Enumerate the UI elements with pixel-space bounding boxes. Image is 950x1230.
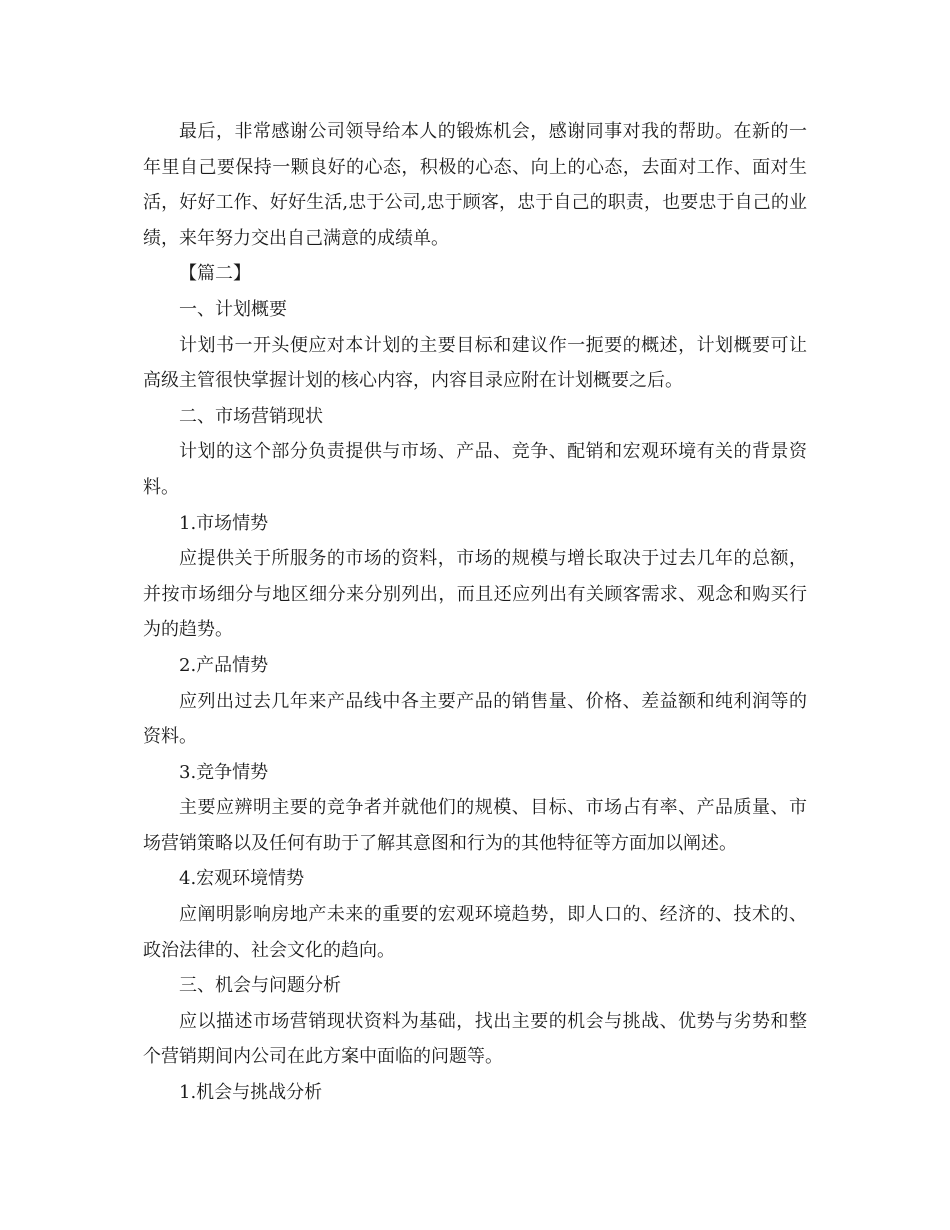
paragraph-competition-situation: 主要应辨明主要的竞争者并就他们的规模、目标、市场占有率、产品质量、市场营销策略以及任何有助于了解其意图和行为的其他特征等方面加以阐述。 — [143, 797, 807, 854]
heading-marketing-status: 二、市场营销现状 — [179, 405, 323, 427]
heading-opportunity-challenge-analysis: 1.机会与挑战分析 — [179, 1082, 323, 1104]
heading-macro-environment: 4.宏观环境情势 — [179, 868, 305, 890]
paragraph-closing-thanks: 最后，非常感谢公司领导给本人的锻炼机会，感谢同事对我的帮助。在新的一年里自己要保持一颗良好的心态，积极的心态、向上的心态，去面对工作、面对生活，好好工作、好好生活,忠于公司,忠于顾客，忠于自己的职责，也要忠于自己的业绩，来年努力交出自己满意的成绩单。 — [143, 121, 807, 249]
paragraph-macro-environment: 应阐明影响房地产未来的重要的宏观环境趋势，即人口的、经济的、技术的、政治法律的、社会文化的趋向。 — [143, 904, 807, 961]
paragraph-plan-summary: 计划书一开头便应对本计划的主要目标和建议作一扼要的概述，计划概要可让高级主管很快掌握计划的核心内容，内容目录应附在计划概要之后。 — [143, 334, 807, 392]
paragraph-opportunity-problem-analysis: 应以描述市场营销现状资料为基础，找出主要的机会与挑战、优势与劣势和整个营销期间内公司在此方案中面临的问题等。 — [143, 1010, 807, 1068]
document-body — [143, 114, 807, 1111]
heading-market-situation: 1.市场情势 — [179, 512, 269, 534]
paragraph-marketing-status: 计划的这个部分负责提供与市场、产品、竞争、配销和宏观环境有关的背景资料。 — [143, 441, 807, 498]
heading-plan-summary: 一、计划概要 — [179, 298, 287, 320]
heading-opportunity-problem-analysis: 三、机会与问题分析 — [179, 975, 341, 997]
paragraph-product-situation: 应列出过去几年来产品线中各主要产品的销售量、价格、差益额和纯利润等的资料。 — [143, 690, 807, 748]
paragraph-market-situation: 应提供关于所服务的市场的资料，市场的规模与增长取决于过去几年的总额，并按市场细分与地区细分来分别列出，而且还应列出有关顾客需求、观念和购买行为的趋势。 — [143, 548, 807, 641]
section-heading-part-two: 【篇二】 — [179, 263, 251, 285]
heading-competition-situation: 3.竞争情势 — [179, 761, 269, 783]
heading-product-situation: 2.产品情势 — [179, 654, 269, 676]
